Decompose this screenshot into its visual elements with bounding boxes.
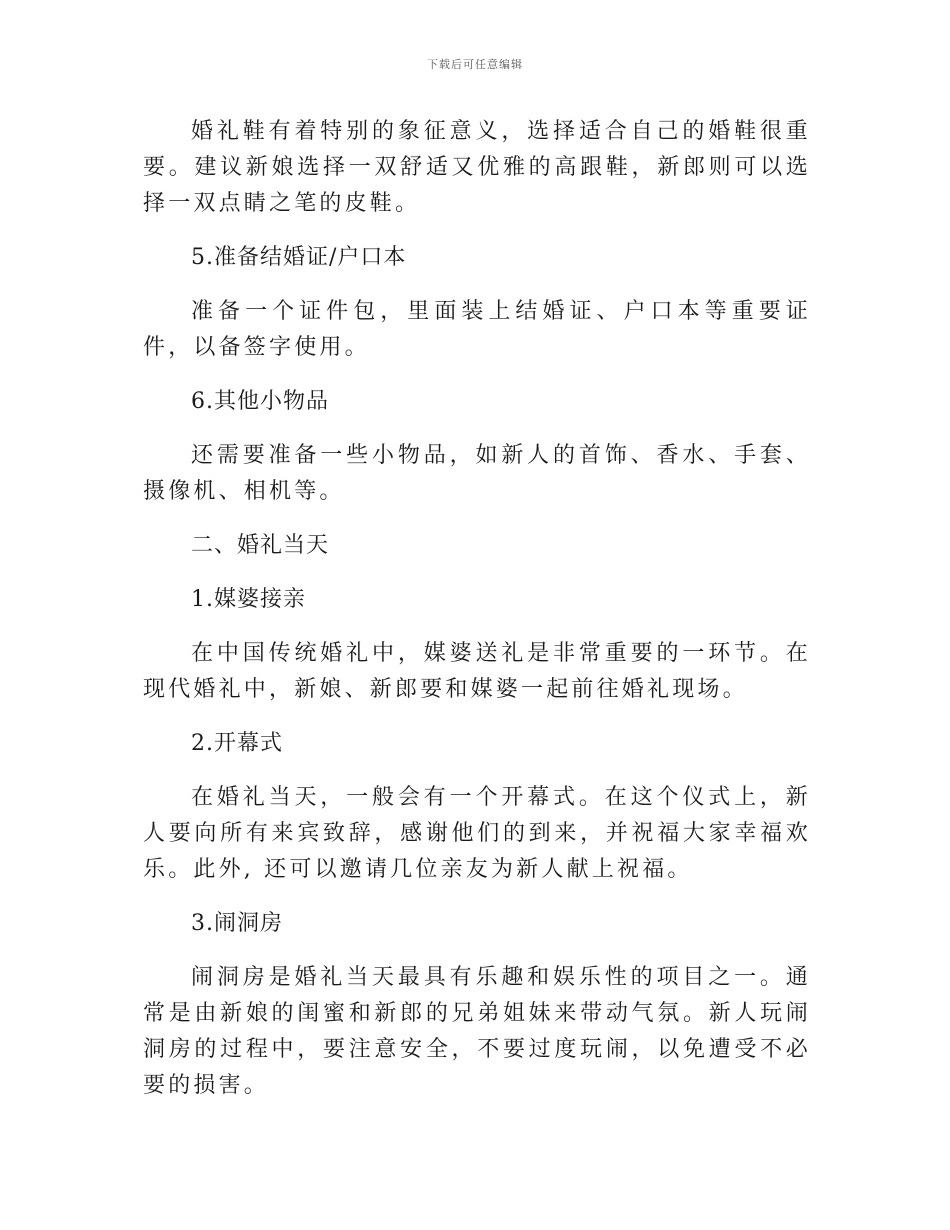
paragraph-bridal-chamber: 闹洞房是婚礼当天最具有乐趣和娱乐性的项目之一。通常是由新娘的闺蜜和新郎的兄弟姐妹来带动气氛。新人玩闹洞房的过程中，要注意安全，不要过度玩闹，以免遭受不必要的损害。 <box>143 965 811 1098</box>
heading-opening-ceremony: 2.开幕式 <box>191 731 283 756</box>
heading-marriage-certificate: 5.准备结婚证/户口本 <box>191 245 407 270</box>
heading-small-items: 6.其他小物品 <box>191 389 329 414</box>
paragraph-small-items: 还需要准备一些小物品，如新人的首饰、香水、手套、摄像机、相机等。 <box>143 443 811 504</box>
heading-bridal-chamber: 3.闹洞房 <box>191 911 283 936</box>
page-header: 下载后可任意编辑 <box>427 58 523 71</box>
section-heading-wedding-day: 二、婚礼当天 <box>191 533 330 558</box>
paragraph-matchmaker: 在中国传统婚礼中，媒婆送礼是非常重要的一环节。在现代婚礼中，新娘、新郎要和媒婆一起前往婚礼现场。 <box>143 641 811 702</box>
paragraph-opening-ceremony: 在婚礼当天，一般会有一个开幕式。在这个仪式上，新人要向所有来宾致辞，感谢他们的到来，并祝福大家幸福欢乐。此外, 还可以邀请几位亲友为新人献上祝福。 <box>143 785 811 882</box>
document-body <box>143 114 811 1104</box>
heading-matchmaker: 1.媒婆接亲 <box>191 587 306 612</box>
paragraph-wedding-shoes: 婚礼鞋有着特别的象征意义，选择适合自己的婚鞋很重要。建议新娘选择一双舒适又优雅的高跟鞋，新郎则可以选择一双点睛之笔的皮鞋。 <box>143 119 811 216</box>
paragraph-document-bag: 准备一个证件包，里面装上结婚证、户口本等重要证件，以备签字使用。 <box>143 299 811 360</box>
